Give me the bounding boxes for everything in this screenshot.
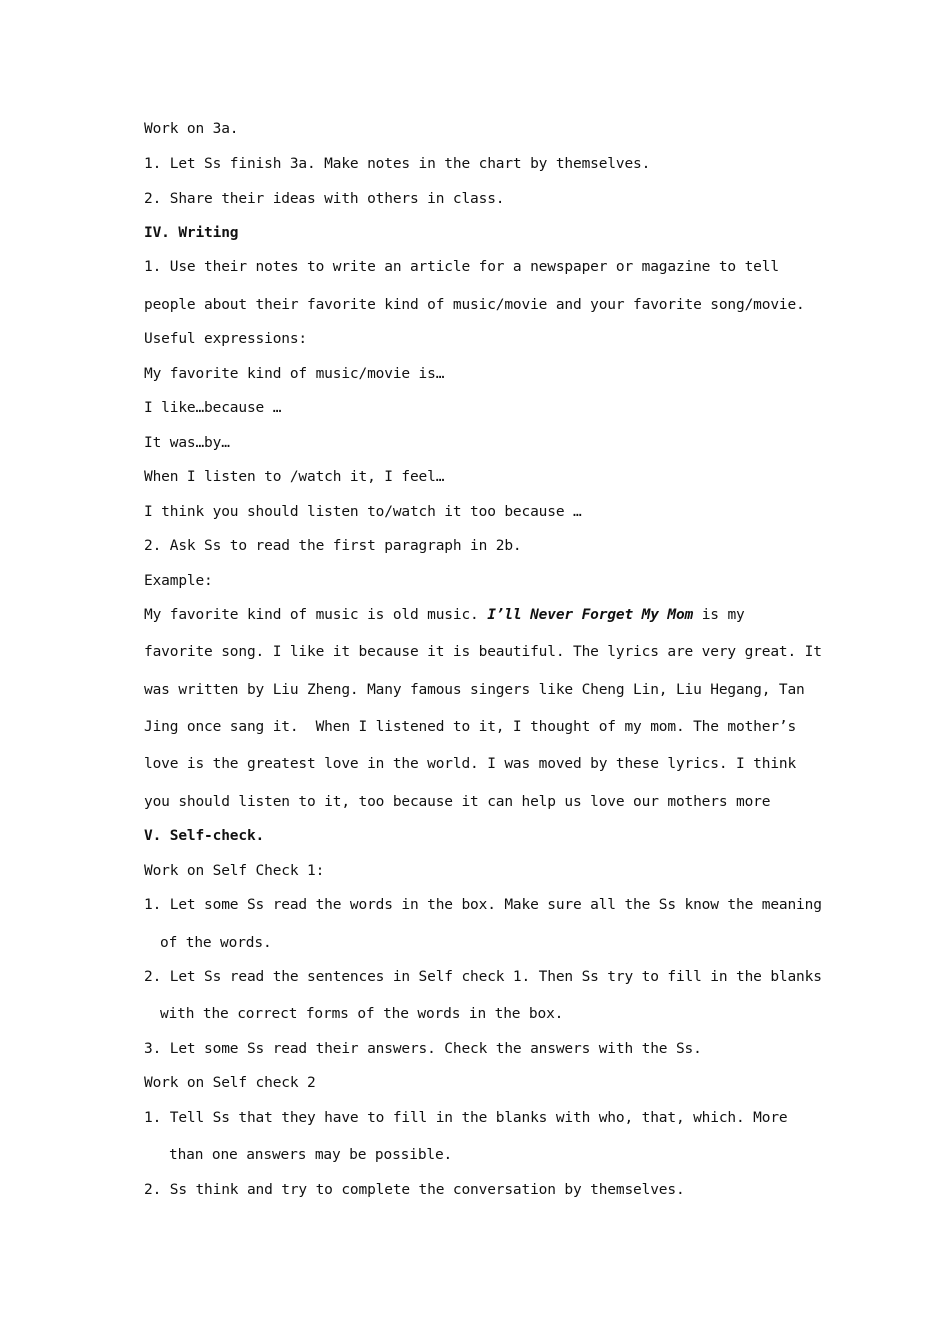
text-line: It was…by… [144, 435, 230, 451]
text-line: Jing once sang it. When I listened to it, I thought of my mom. The mother’s [144, 719, 797, 735]
list-item: 1. Let Ss finish 3a. Make notes in the chart by themselves. [144, 156, 651, 172]
text-line: Work on 3a. [144, 121, 239, 137]
text-line: love is the greatest love in the world. I was moved by these lyrics. I think [144, 756, 797, 772]
section-heading-writing: IV. Writing [144, 225, 239, 241]
text-line: Work on Self Check 1: [144, 863, 325, 879]
text-line: favorite song. I like it because it is beautiful. The lyrics are very great. It [144, 644, 822, 660]
list-item: 2. Share their ideas with others in class. [144, 191, 505, 207]
text-line: people about their favorite kind of music/movie and your favorite song/movie. [144, 297, 805, 313]
text-line: My favorite kind of music/movie is… [144, 366, 445, 382]
list-item: 1. Let some Ss read the words in the box. Make sure all the Ss know the meaning [144, 897, 822, 913]
example-text: My favorite kind of music is old music. [144, 607, 488, 623]
section-heading-self-check: V. Self-check. [144, 828, 265, 844]
song-title: I’ll Never Forget My Mom [487, 607, 694, 623]
list-item: 2. Ss think and try to complete the conversation by themselves. [144, 1182, 685, 1198]
text-line: Work on Self check 2 [144, 1075, 316, 1091]
text-line: was written by Liu Zheng. Many famous singers like Cheng Lin, Liu Hegang, Tan [144, 682, 805, 698]
list-item-continuation: of the words. [160, 935, 272, 951]
text-line: Example: [144, 573, 213, 589]
text-line: I think you should listen to/watch it too because … [144, 504, 582, 520]
list-item-continuation: than one answers may be possible. [169, 1147, 453, 1163]
example-line [144, 606, 745, 624]
list-item: 3. Let some Ss read their answers. Check the answers with the Ss. [144, 1041, 702, 1057]
text-line: When I listen to /watch it, I feel… [144, 469, 445, 485]
list-item-continuation: with the correct forms of the words in the box. [160, 1006, 564, 1022]
text-line: Useful expressions: [144, 331, 308, 347]
text-line: I like…because … [144, 400, 282, 416]
list-item: 1. Use their notes to write an article for a newspaper or magazine to tell [144, 259, 779, 275]
list-item: 2. Ask Ss to read the first paragraph in 2b. [144, 538, 522, 554]
list-item: 1. Tell Ss that they have to fill in the blanks with who, that, which. More [144, 1110, 788, 1126]
list-item: 2. Let Ss read the sentences in Self check 1. Then Ss try to fill in the blanks [144, 969, 822, 985]
example-text: is my [693, 607, 745, 623]
text-line: you should listen to it, too because it can help us love our mothers more [144, 794, 771, 810]
